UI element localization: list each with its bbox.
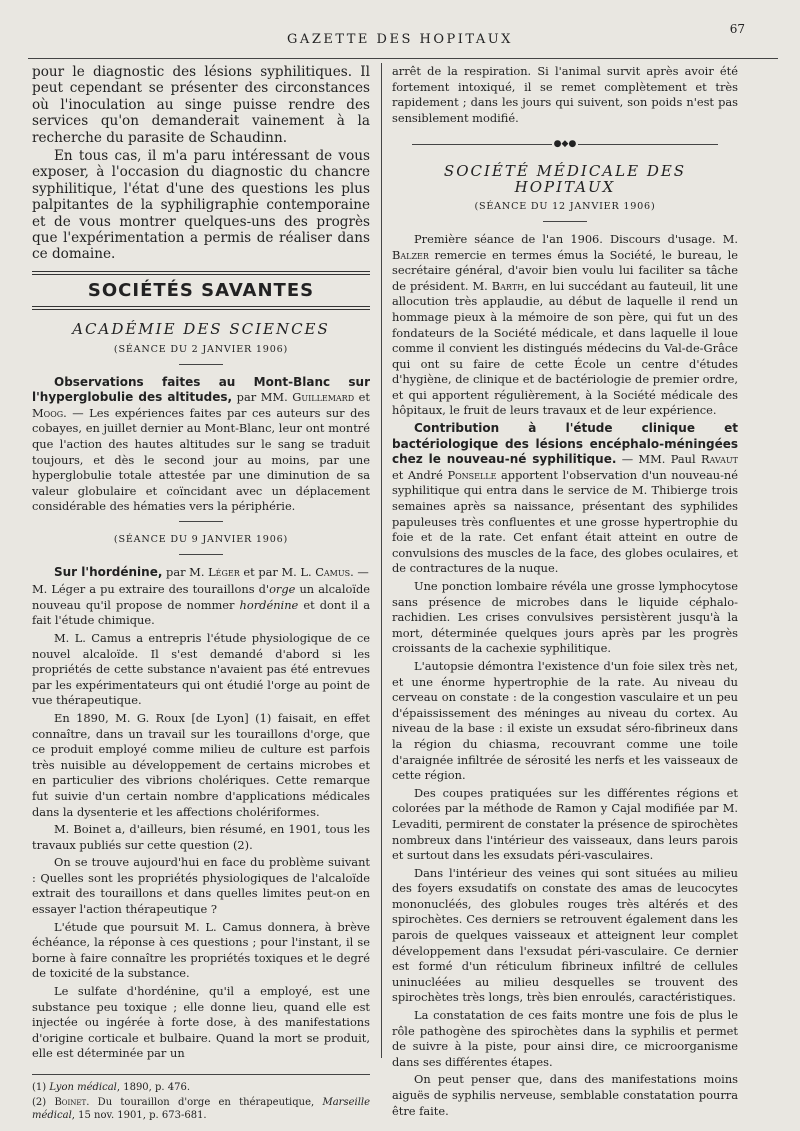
contribution-text: apportent l'observation d'un nouveau-né syphilitique qui entra dans le service de M. Thibierge trois semaines après sa naissance, présentant des syphilides papuleuses très confluentes et une grosse hypertrophie du foie et de la rate. Cet enfant était atteint en outre de convulsions des muscles de la face, des globes oculaires, et de contractures de la nuque. (392, 467, 738, 576)
page-number: 67 (729, 22, 745, 36)
short-rule (179, 364, 223, 365)
author-moog: Moog (32, 405, 64, 420)
hordenine-heading: Sur l'hordénine, par M. Léger et par M. L. Camus. — (54, 564, 369, 579)
hordenine-paragraph-4: M. Boinet a, d'ailleurs, bien résumé, en 1901, tous les travaux publiés sur cette question (2). (32, 822, 370, 852)
observations-text: . — Les expériences faites par ces auteurs sur des cobayes, en juillet dernier au Mont-Blanc, leur ont montré que l'action des hautes altitudes sur le sang se traduit toujours, et dès le second jour au moins, par une hyperglobulie totale attestée par une diminution de sa valeur globulaire et coïncidant avec un déplacement considérable des hématies vers la périphérie. (32, 405, 370, 514)
running-title: GAZETTE DES HOPITAUX (287, 32, 513, 47)
veines-paragraph: Dans l'intérieur des veines qui sont situées au milieu des foyers exsudatifs on constate des amas de leucocytes mononucléés, des globules rouges très altérés et des spirochètes. Ces derniers se retrouvent également dans les parois de quelques vaisseaux et atteignent leur complet développement dans l'exsudat péri-vasculaire. Ce dernier est formé d'un réticulum fibrineux infiltré de cellules uninucléées au milieu desquelles se trouvent des spirochètes très longs, très bien enroulés, caractéristiques. (392, 865, 738, 1005)
observations-title: Observations faites au Mont-Blanc sur l'hyperglobulie des altitudes, (32, 374, 370, 405)
short-rule-2 (179, 521, 223, 522)
session-date-3: (SÉANCE DU 12 JANVIER 1906) (474, 201, 656, 213)
continuation-paragraph: arrêt de la respiration. Si l'animal survit après avoir été fortement intoxiqué, il se remet complètement et très rapidement ; dans les jours qui suivent, son poids n'est pas sensiblement modifié. (392, 64, 738, 125)
hordenine-paragraph-2: M. L. Camus a entrepris l'étude physiologique de ce nouvel alcaloïde. Il s'est demandé d'abord si les propriétés de cette substance n'avaient pas été entrevues par les expérimentateurs qui ont étudié l'orge au point de vue thérapeutique. (32, 630, 370, 708)
hordenine-paragraph-6: L'étude que poursuit M. L. Camus donnera, à brève échéance, la réponse à ces questions ; pour l'instant, il se borne à faire connaître les propriétés toxiques et le degré de toxicité de la substance. (32, 919, 370, 981)
session-date-1: (SÉANCE DU 2 JANVIER 1906) (113, 344, 289, 356)
hordenine-title: Sur l'hordénine, (54, 564, 163, 579)
section-title: SOCIÉTÉS SAVANTES (87, 279, 315, 301)
author-camus: Camus (315, 564, 351, 579)
contribution-title: Contribution à l'étude clinique et bactériologique des lésions encéphalo-méningées chez le nouveau-né syphilitique. (392, 421, 738, 467)
society-title: SOCIÉTÉ MÉDICALE DES HOPITAUX (443, 162, 687, 196)
section-rule (32, 271, 370, 275)
intro-paragraph-2: En tous cas, il m'a paru intéressant de vous exposer, à l'occasion du diagnostic du chancre syphilitique, l'état d'une des questions les plus palpitantes de la syphiligraphie contemporaine et de vous montrer quelques-uns des progrès que l'expérimentation a permis de réaliser dans ce domaine. (32, 148, 370, 263)
column-divider (381, 63, 382, 1058)
hordenine-paragraph-5: On se trouve aujourd'hui en face du problème suivant : Quelles sont les propriétés physiologiques de l'alcaloïde extrait des touraillons et dans quelles limites peut-on en essayer l'action thérapeutique ? (32, 855, 370, 917)
ponction-paragraph: Une ponction lombaire révéla une grosse lymphocytose sans présence de microbes dans le liquide céphalo-rachidien. Les crises convulsives persistèrent jusqu'à la mort, déterminée quelques jours après par les progrès croissants de la cachexie syphilitique. (392, 579, 738, 656)
constatation-paragraph: La constatation de ces faits montre une fois de plus le rôle pathogène des spirochètes dans la syphilis et permet de suivre à la piste, pour ainsi dire, ce microorganisme dans ses différentes étapes. (392, 1008, 738, 1069)
session-date-2: (SÉANCE DU 9 JANVIER 1906) (113, 534, 289, 545)
short-rule-4 (543, 221, 587, 222)
author-ravaut: Ravaut (700, 452, 738, 467)
right-column (392, 64, 738, 1121)
footnote-2: (2) Boinet. Du touraillon d'orge en thérapeutique, Marseille médical, 15 nov. 1901, p. 673-681. (32, 1097, 371, 1121)
opening-session-paragraph: Première séance de l'an 1906. Discours d'usage. M. Balzer remercie en termes émus la Société, le bureau, le secrétaire général, d'avoir bien voulu lui faciliter sa tâche de président. M. Barth, en lui succédant au fauteuil, lit une allocution très applaudie, au début de laquelle il rend un hommage pieux à la mémoire de son père, qui fut un des fondateurs de la Société médicale, et dans laquelle il loue comme il convient les distingués médecins du Val-de-Grâce qui ont su faire de cette École un centre d'études d'hygiène, de clinique et de bactériologie de premier ordre, et qui apportent régulièrement, à la Société médicale des hôpitaux, le fruit de leurs travaux et de leur expérience. (392, 231, 738, 418)
author-barth: Barth (491, 278, 525, 293)
hordenine-paragraph-3: En 1890, M. G. Roux [de Lyon] (1) faisait, en effet connaître, dans un travail sur les touraillons d'orge, que ce produit employé comme milieu de culture est parfois très nuisible au développement de certains microbes et en particulier des vibrions cholériques. Cette remarque fut suivie d'un certain nombre d'applications médicales dans la dysenterie et les affections cholériformes. (32, 710, 370, 819)
section-rule-bottom (32, 306, 370, 310)
ornament-divider: ●◆● (392, 136, 738, 152)
final-paragraph: On peut penser que, dans des manifestations moins aiguës de syphilis nerveuse, semblable constatation pourra être faite. (392, 1072, 738, 1118)
author-ponselle: Ponselle (447, 467, 497, 482)
short-rule-3 (179, 554, 223, 555)
author-balzer: Balzer (392, 247, 429, 262)
author-leger: Léger (208, 564, 240, 579)
footnote-rule (32, 1074, 370, 1075)
hordenine-paragraph-7: Le sulfate d'hordénine, qu'il a employé, est une substance peu toxique ; elle donne lieu, quand elle est injectée ou ingérée à forte dose, à des manifestations d'origine corticale et bulbaire. Quand la mort se produit, elle est déterminée par un (32, 984, 370, 1061)
contribution-article: Contribution à l'étude clinique et bactériologique des lésions encéphalo-méningées chez le nouveau-né syphilitique. — MM. Paul Ravaut et André Ponselle apportent l'observation d'un nouveau-né syphilitique qui entra dans le service de M. Thibierge trois semaines après sa naissance, présentant des syphilides papuleuses très confluentes et une grosse hypertrophie du foie et de la rate. Cet enfant était atteint en outre de convulsions des muscles de la face, des globes oculaires, et de contractures de la nuque. (392, 421, 738, 576)
observations-article: Observations faites au Mont-Blanc sur l'hyperglobulie des altitudes, par MM. Guillemard et Moog. — Les expériences faites par ces auteurs sur des cobayes, en juillet dernier au Mont-Blanc, leur ont montré que l'action des hautes altitudes sur le sang se traduit toujours, et dès le second jour au moins, par une hyperglobulie totale attestée par une diminution de sa valeur globulaire et coïncidant avec un déplacement considérable des hématies vers la périphérie. (32, 374, 370, 514)
left-column (32, 64, 370, 1124)
autopsie-paragraph: L'autopsie démontra l'existence d'un foie silex très net, et une énorme hypertrophie de la rate. Au niveau du cerveau on constate : de la congestion vasculaire et un peu d'épaississement des méninges au niveau du cortex. Au niveau de la base : il existe un exsudat séro-fibrineux dans la région du chiasma, recouvrant comme une toile d'araignée infiltrée de sérosité les nerfs et les vaisseaux de cette région. (392, 658, 738, 783)
footnote-1: (1) Lyon médical, 1890, p. 476. (32, 1082, 191, 1093)
author-guillemard: Guillemard (292, 390, 355, 405)
academy-title: ACADÉMIE DES SCIENCES (72, 320, 330, 339)
coupes-paragraph: Des coupes pratiquées sur les différentes régions et colorées par la méthode de Ramon y Cajal modifiée par M. Levaditi, permirent de constater la présence de spirochètes nombreux dans l'intérieur des vaisseaux, dans leurs parois et surtout dans les exsudats péri-vasculaires. (392, 785, 738, 863)
hordenine-term: hordénine (239, 597, 299, 612)
intro-paragraph: pour le diagnostic des lésions syphilitiques. Il peut cependant se présenter des circonstances où l'inoculation au singe puisse rendre des services qu'on demanderait vainement à la recherche du parasite de Schaudinn. (32, 64, 370, 146)
header-rule (28, 58, 778, 59)
hordenine-paragraph-1: M. Léger a pu extraire des touraillons d'orge un alcaloïde nouveau qu'il propose de nommer hordénine et dont il a fait l'étude chimique. (32, 582, 370, 628)
